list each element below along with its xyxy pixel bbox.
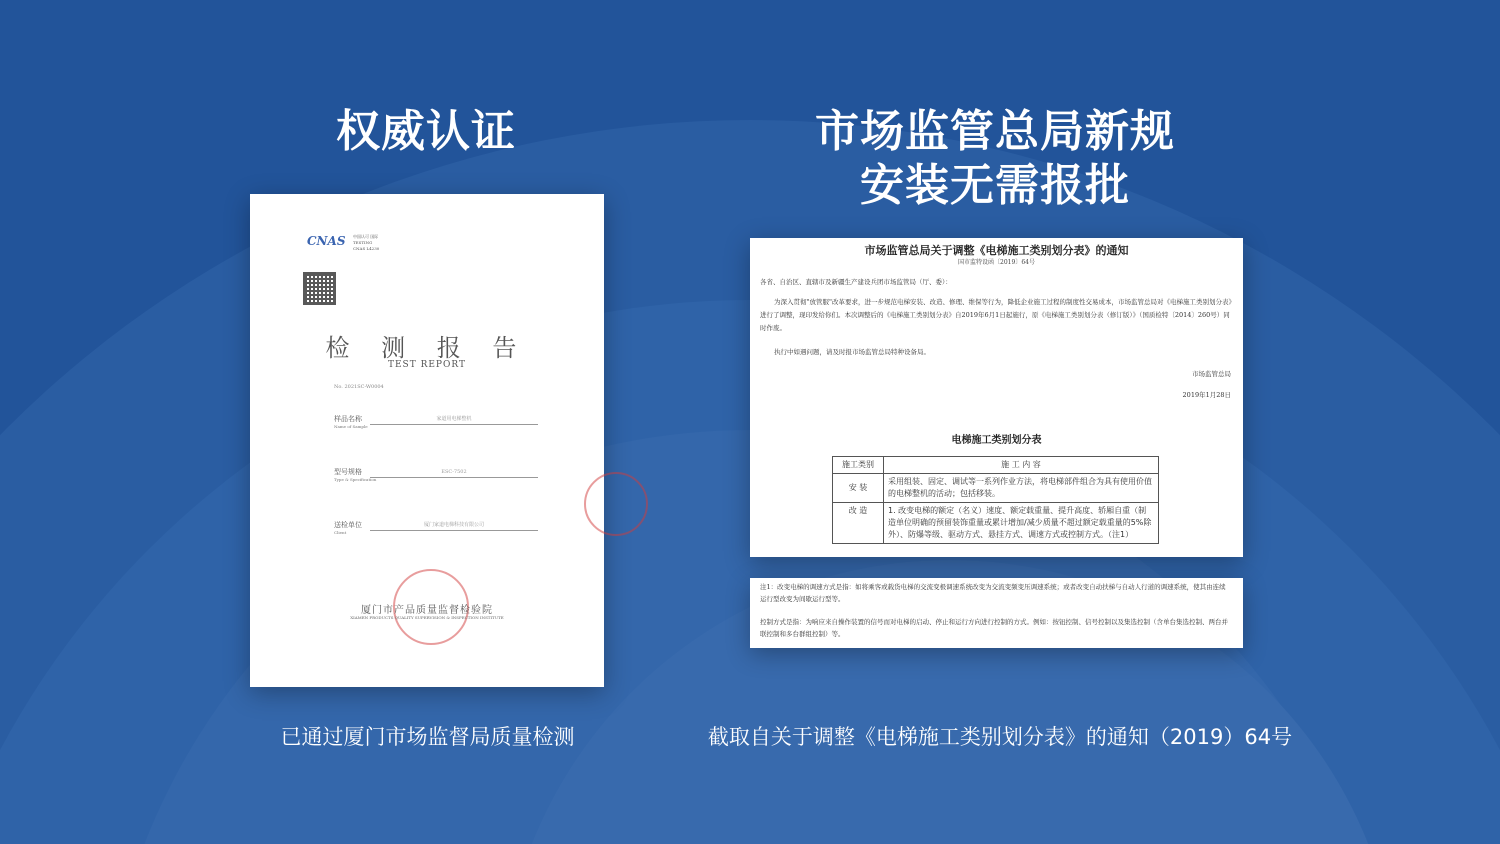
notice-notes-image [750, 578, 1243, 648]
notice-paragraph: 为深入贯彻"放管服"改革要求，进一步规范电梯安装、改造、修理、维保等行为，降低企业施工过程的制度性交易成本，市场监管总局对《电梯施工类别划分表》进行了调整，现印发给你们。本次调整后的《电梯施工类别划分表》自2019年6月1日起施行，原《电梯施工类别划分表（修订版）》（国质检特〔2014〕260号）同时作废。 [760, 298, 1232, 332]
cnas-logo: CNAS [307, 234, 346, 248]
field-value: 家道用电梯整机 [370, 415, 538, 425]
table-cell: 安 装 [833, 474, 884, 503]
notice-title: 市场监管总局关于调整《电梯施工类别划分表》的通知 [864, 244, 1129, 257]
qr-code-icon [303, 272, 336, 305]
red-seal-stamp [584, 472, 648, 536]
field-value: 厦门家道电梯科技有限公司 [370, 521, 538, 531]
notice-greeting: 各省、自治区、直辖市及新疆生产建设兵团市场监管局（厅、委）： [760, 278, 952, 286]
report-title: 检 测 报 告 [325, 334, 529, 362]
field-label-en: Client [334, 530, 347, 535]
table-row [833, 503, 1159, 544]
field-label: 样品名称 [334, 415, 362, 423]
table-row [833, 474, 1159, 503]
cnas-logo-text: 中国认可 国际 TESTING CNAS L4230 [353, 234, 380, 251]
right-title-line2: 安装无需报批 [860, 160, 1130, 211]
table-header-cell: 施 工 内 容 [884, 457, 1159, 474]
field-label: 送检单位 [334, 521, 362, 529]
construction-category-table [832, 456, 1159, 544]
note-paragraph: 注1：改变电梯的调速方式是指：如将乘客或载货电梯的交流变极调速系统改变为交流变频变压调速系统；或者改变自动扶梯与自动人行道的调速系统，使其由连续运行型改变为间歇运行型等。 [760, 583, 1226, 603]
field-value: ESC-7502 [370, 468, 538, 478]
institute-name-en: XIAMEN PRODUCTS QUALITY SUPERVISION & INSPECTION INSTITUTE [350, 615, 504, 620]
table-title: 电梯施工类别划分表 [951, 435, 1042, 446]
right-title-line1: 市场监管总局新规 [815, 106, 1175, 157]
notice-paragraph: 执行中如遇问题，请及时报市场监管总局特种设备局。 [774, 348, 930, 356]
note-paragraph: 控制方式是指：为响应来自操作装置的信号而对电梯的启动、停止和运行方向进行控制的方式。例如：按钮控制、信号控制以及集选控制（含单台集选控制、两台并联控制和多台群组控制）等。 [760, 618, 1228, 638]
left-title: 权威认证 [336, 106, 516, 157]
field-label-en: Type & Specification [334, 477, 377, 482]
notice-doc-number: 国市监特设函〔2019〕64号 [958, 259, 1035, 266]
table-cell: 采用组装、固定、调试等一系列作业方法，将电梯部件组合为具有使用价值的电梯整机的活动；包括移装。 [884, 474, 1159, 503]
field-label: 型号规格 [334, 468, 362, 476]
right-title [745, 105, 1245, 213]
table-header-cell: 施工类别 [833, 457, 884, 474]
notice-signer: 市场监管总局 [1192, 370, 1231, 378]
test-report-image [250, 194, 604, 687]
notice-document-image [750, 238, 1243, 557]
right-caption: 截取自关于调整《电梯施工类别划分表》的通知（2019）64号 [707, 725, 1293, 749]
report-number: No. 2021SC-W0004 [334, 384, 384, 390]
table-header-row [833, 457, 1159, 474]
left-caption: 已通过厦门市场监督局质量检测 [280, 725, 575, 749]
notice-date: 2019年1月28日 [1182, 391, 1231, 399]
institute-name: 厦门市产品质量监督检验院 [361, 605, 493, 616]
table-cell: 1. 改变电梯的额定（名义）速度、额定载重量、提升高度、轿厢自重（制造单位明确的预留装饰重量或累计增加/减少质量不超过额定载重量的5%除外）、防爆等级、驱动方式、悬挂方式、调速方式或控制方式。（注1） [884, 503, 1159, 544]
field-label-en: Name of Sample [334, 424, 368, 429]
table-cell: 改 造 [833, 503, 884, 544]
report-subtitle: TEST REPORT [387, 360, 466, 370]
